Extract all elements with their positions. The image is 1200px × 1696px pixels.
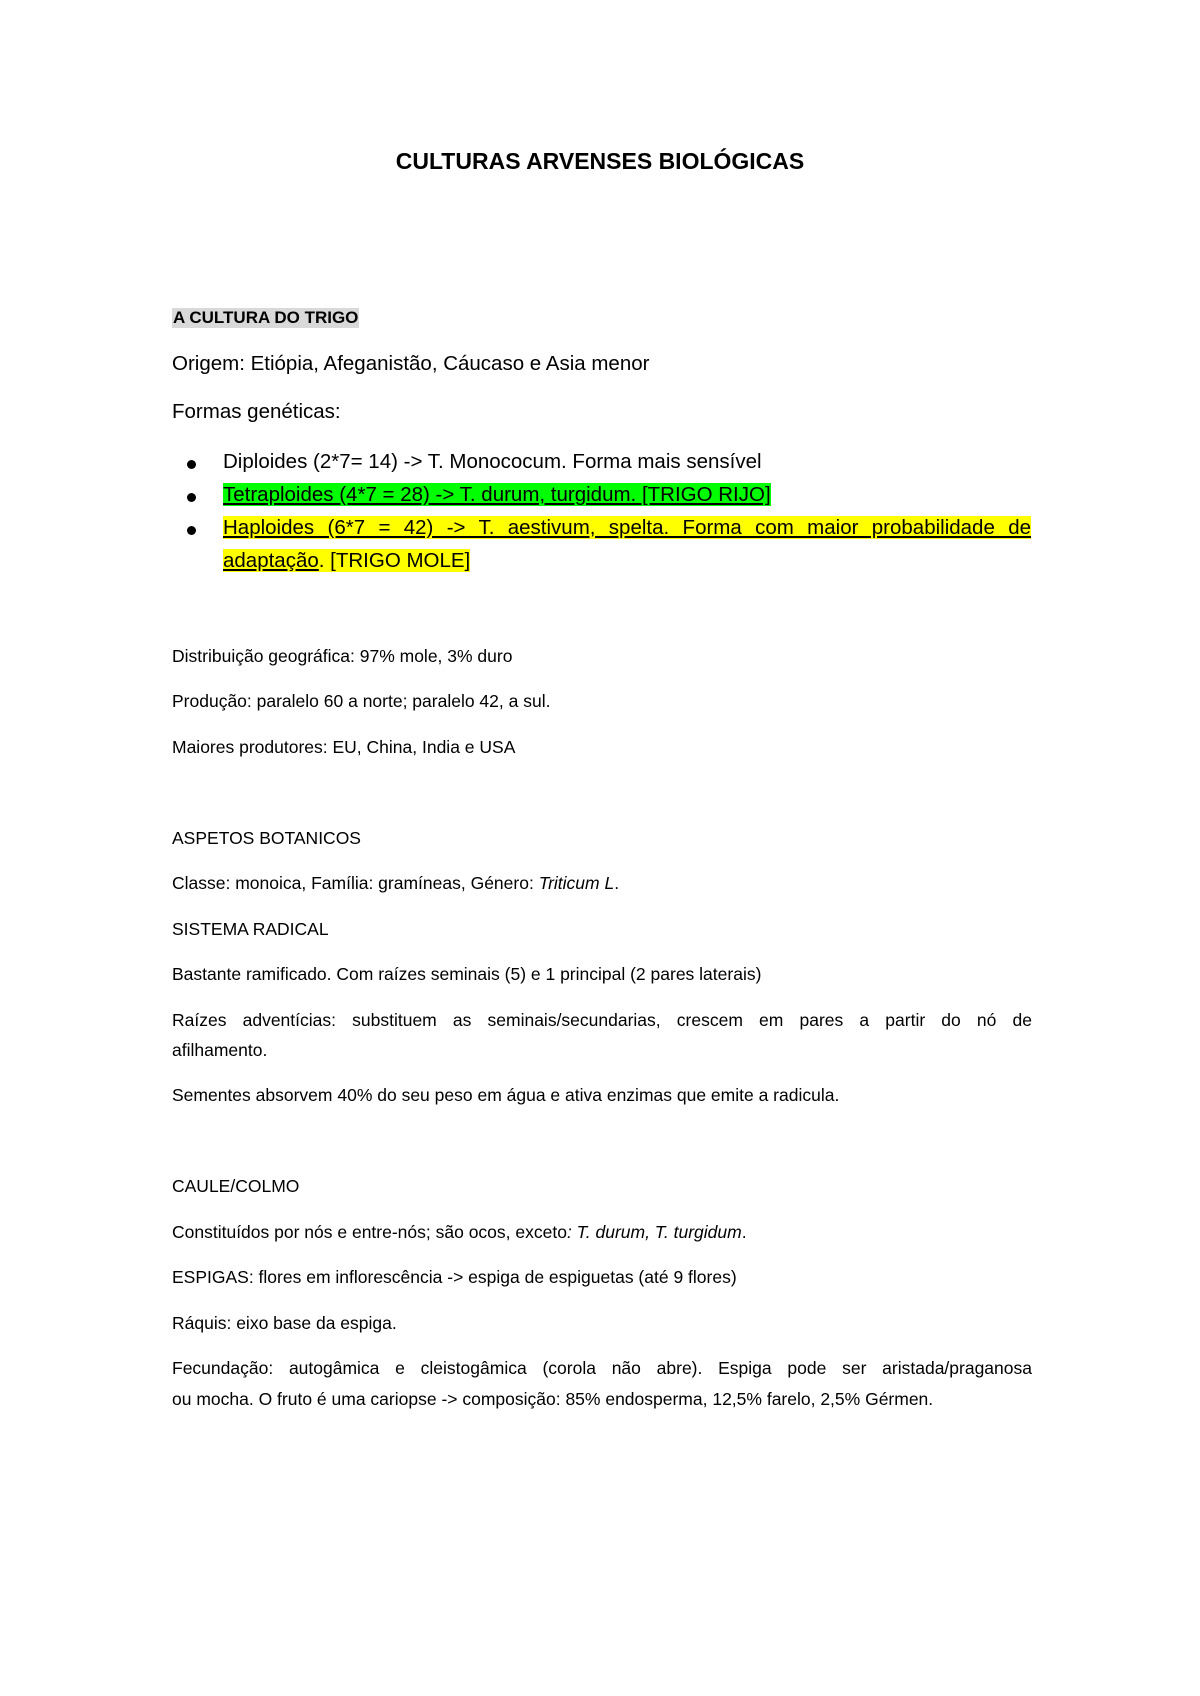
radical-p2-line2: afilhamento. <box>172 1040 268 1060</box>
caule-p1 <box>172 1222 747 1243</box>
distribuicao-line: Distribuição geográfica: 97% mole, 3% duro <box>172 646 513 666</box>
haploides-text: Haploides (6*7 = 42) -> T. aestivum, spelta. Forma com maior probabilidade de <box>223 516 1031 539</box>
bullet-tetraploides <box>223 483 771 507</box>
radical-p2-line1: Raízes adventícias: substituem as seminais/secundarias, crescem em pares a partir do nó de <box>172 1010 1032 1030</box>
formas-label: Formas genéticas: <box>172 400 341 423</box>
producao-line: Produção: paralelo 60 a norte; paralelo 42, a sul. <box>172 691 551 711</box>
genus-text: Triticum L <box>538 873 615 893</box>
radical-p3: Sementes absorvem 40% do seu peso em água e ativa enzimas que emite a radicula. <box>172 1085 840 1105</box>
caule-p1-text: Constituídos por nós e entre-nós; são ocos, exceto <box>172 1222 567 1242</box>
section-heading-aspetos: ASPETOS BOTANICOS <box>172 828 361 848</box>
section-heading-trigo: A CULTURA DO TRIGO <box>173 308 359 327</box>
classe-text: Classe: monoica, Família: gramíneas, Género: <box>172 873 539 893</box>
bullet-dot <box>187 460 196 469</box>
classe-line <box>172 873 619 894</box>
caule-p1-suffix: . <box>741 1222 747 1242</box>
bullet-diploides: Diploides (2*7= 14) -> T. Monococum. Forma mais sensível <box>223 450 762 473</box>
bullet-dot <box>187 493 196 502</box>
produtores-line: Maiores produtores: EU, China, India e USA <box>172 737 516 757</box>
fecundacao-line1: Fecundação: autogâmica e cleistogâmica (corola não abre). Espiga pode ser aristada/praganosa <box>172 1358 1032 1378</box>
tetraploides-text: Tetraploides (4*7 = 28) -> T. durum, turgidum. [TRIGO RIJO] <box>223 483 771 506</box>
classe-suffix: . <box>614 873 620 893</box>
sistema-radical-heading: SISTEMA RADICAL <box>172 919 329 939</box>
section-heading-caule: CAULE/COLMO <box>172 1176 300 1196</box>
radical-p1: Bastante ramificado. Com raízes seminais (5) e 1 principal (2 pares laterais) <box>172 964 762 984</box>
origem-line: Origem: Etiópia, Afeganistão, Cáucaso e Asia menor <box>172 352 650 375</box>
raquis-line: Ráquis: eixo base da espiga. <box>172 1313 397 1333</box>
caule-p1-species: : T. durum, T. turgidum <box>566 1222 742 1242</box>
trigo-mole-text: . [TRIGO MOLE] <box>318 549 471 572</box>
bullet-haploides-line2 <box>223 549 470 573</box>
espigas-line: ESPIGAS: flores em inflorescência -> espiga de espiguetas (até 9 flores) <box>172 1267 737 1287</box>
bullet-haploides-line1 <box>223 516 1031 540</box>
document-title: CULTURAS ARVENSES BIOLÓGICAS <box>395 148 805 174</box>
bullet-dot <box>187 526 196 535</box>
fecundacao-line2: ou mocha. O fruto é uma cariopse -> composição: 85% endosperma, 12,5% farelo, 2,5% Gérmen. <box>172 1389 934 1409</box>
adaptacao-text: adaptação <box>223 549 319 572</box>
